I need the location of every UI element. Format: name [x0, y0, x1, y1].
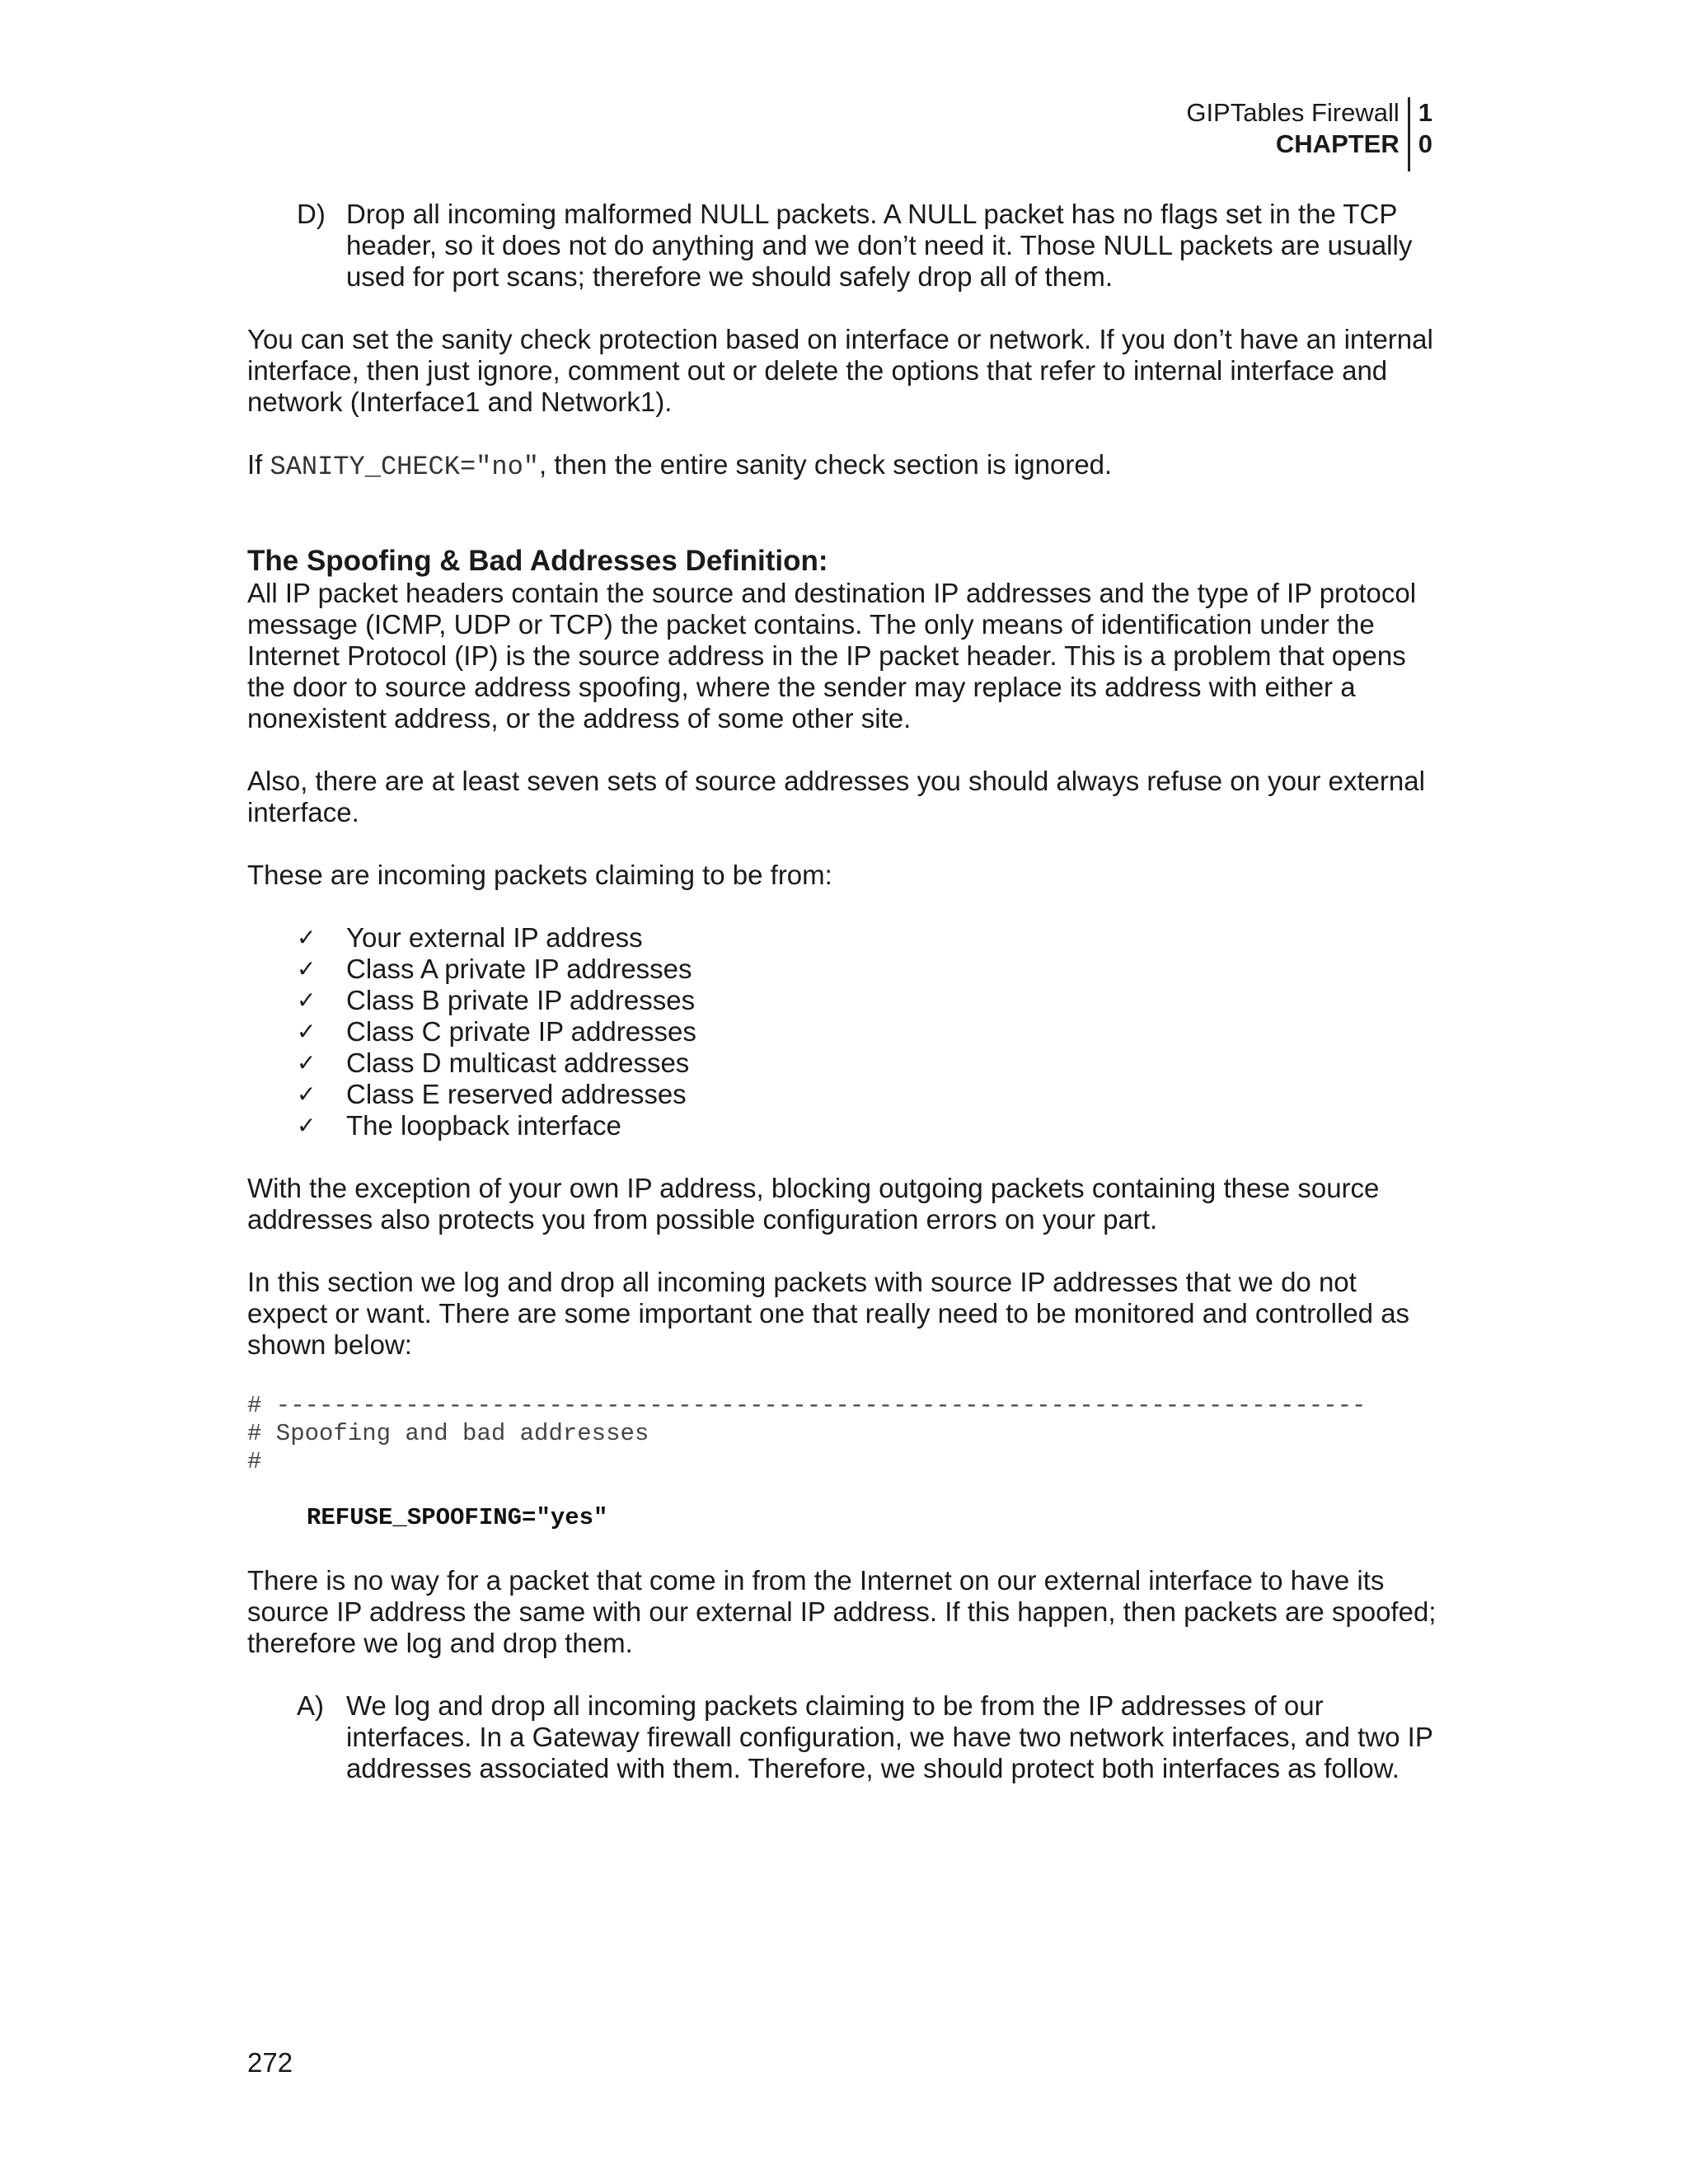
checkmark-icon: ✓	[297, 1018, 316, 1045]
page-body	[247, 199, 1442, 1816]
code-line: # Spoofing and bad addresses	[247, 1420, 649, 1447]
paragraph-spoof-3: These are incoming packets claiming to be from:	[247, 860, 832, 890]
chapter-number	[1410, 97, 1432, 171]
inline-text: , then the entire sanity check section is ignored.	[538, 449, 1113, 480]
list-item-text: Drop all incoming malformed NULL packets. A NULL packet has no flags set in the TCP header, so it does not do anything and we don’t need it. Those NULL packets are usually used for port scans; therefore we should safely drop all of them.	[346, 199, 1413, 292]
check-item-text: The loopback interface	[346, 1110, 621, 1141]
chapter-number-digit-1: 1	[1418, 98, 1432, 127]
chapter-number-digit-2: 0	[1418, 129, 1432, 158]
checkmark-icon: ✓	[297, 987, 316, 1014]
code-line: #	[247, 1448, 262, 1475]
check-item	[297, 1110, 1442, 1141]
paragraph-no-way: There is no way for a packet that come in from the Internet on our external interface to have its source IP address the same with our external IP address. If this happen, then packets are spoofed; therefore we log and drop them.	[247, 1565, 1437, 1658]
check-item	[297, 1079, 1442, 1110]
list-item-label: A)	[297, 1690, 324, 1721]
check-item-text: Class C private IP addresses	[346, 1016, 696, 1047]
list-item-d	[247, 199, 1442, 293]
list-item-label: D)	[297, 199, 326, 229]
paragraph-sanity: You can set the sanity check protection based on interface or network. If you don’t have an internal interface, then just ignore, comment out or delete the options that refer to internal interface and network (Interface1 and Network1).	[247, 324, 1433, 417]
check-item-text: Class D multicast addresses	[346, 1047, 690, 1078]
list-item-text: We log and drop all incoming packets claiming to be from the IP addresses of our interfaces. In a Gateway firewall configuration, we have two network interfaces, and two IP addresses associated with them. Therefore, we should protect both interfaces as follow.	[346, 1690, 1433, 1783]
page-number: 272	[247, 2047, 293, 2078]
check-item-text: Your external IP address	[346, 922, 643, 953]
list-item-a	[247, 1690, 1442, 1784]
checkmark-icon: ✓	[297, 1080, 316, 1108]
check-item	[297, 1016, 1442, 1047]
running-header	[1186, 97, 1432, 171]
check-item	[297, 922, 1442, 954]
paragraph-spoof-1: All IP packet headers contain the source and destination IP addresses and the type of IP protocol message (ICMP, UDP or TCP) the packet contains. The only means of identification under the Internet Protocol (IP) is the source address in the IP packet header. This is a problem that opens the door to source address spoofing, where the sender may replace its address with either a nonexistent address, or the address of some other site.	[247, 578, 1417, 733]
paragraph-spoof-2: Also, there are at least seven sets of source addresses you should always refuse on your external interface.	[247, 766, 1425, 827]
header-text	[1186, 97, 1409, 171]
code-block	[247, 1392, 1442, 1476]
check-item-text: Class E reserved addresses	[346, 1079, 687, 1109]
checkmark-icon: ✓	[297, 1049, 316, 1076]
checkmark-icon: ✓	[297, 924, 316, 951]
code-setting: REFUSE_SPOOFING="yes"	[307, 1504, 608, 1531]
checklist	[247, 922, 1442, 1141]
check-item	[297, 985, 1442, 1016]
checkmark-icon: ✓	[297, 1112, 316, 1139]
section-heading: The Spoofing & Bad Addresses Definition:	[247, 545, 828, 577]
header-chapter-label: CHAPTER	[1275, 129, 1400, 158]
check-item	[297, 1047, 1442, 1079]
code-line: # ----------------------------------------------------------------------------	[247, 1392, 1367, 1419]
paragraph-section: In this section we log and drop all incoming packets with source IP addresses that we do not expect or want. There are some important one that really need to be monitored and controlled as shown below:	[247, 1267, 1410, 1360]
paragraph-exception: With the exception of your own IP address, blocking outgoing packets containing these source addresses also protects you from possible configuration errors on your part.	[247, 1173, 1380, 1235]
checkmark-icon: ✓	[297, 955, 316, 982]
header-title: GIPTables Firewall	[1186, 98, 1400, 127]
check-item-text: Class A private IP addresses	[346, 954, 692, 984]
paragraph-sanity-check-option	[247, 449, 1442, 483]
inline-code: SANITY_CHECK="no"	[270, 452, 539, 482]
check-item-text: Class B private IP addresses	[346, 985, 696, 1015]
inline-text: If	[247, 449, 270, 480]
check-item	[297, 954, 1442, 985]
